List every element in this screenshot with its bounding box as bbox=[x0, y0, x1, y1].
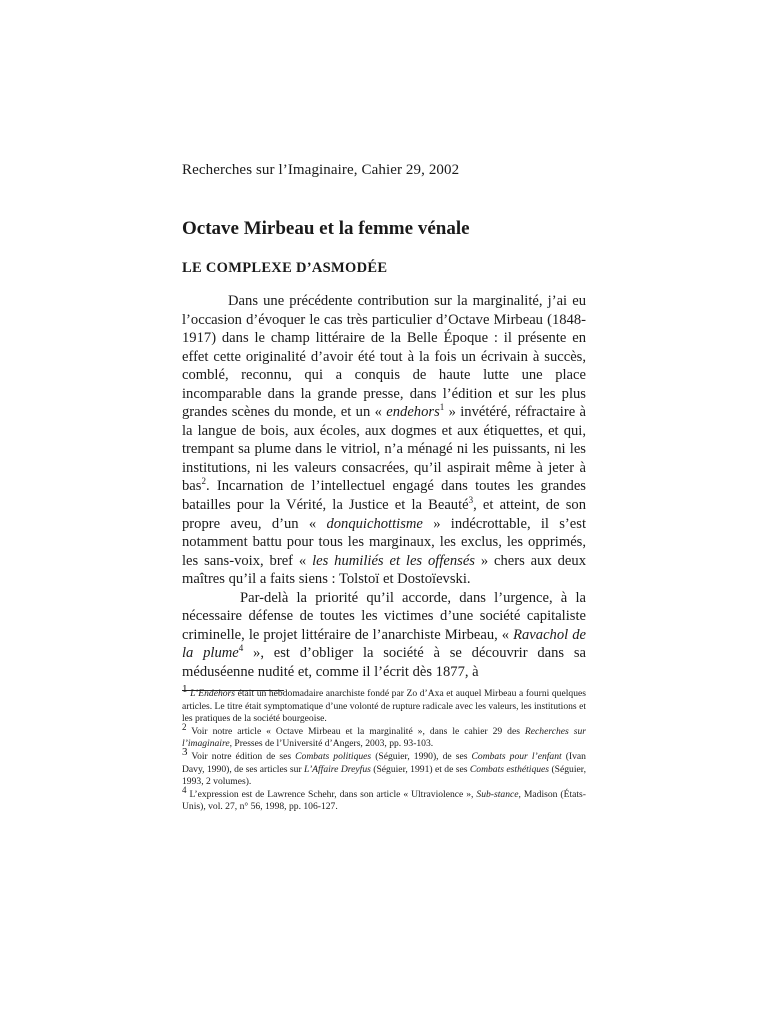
footnote bbox=[182, 721, 586, 751]
footnote bbox=[182, 745, 586, 789]
text-run: . Incarnation de l’intellectuel engagé dans toutes les grandes batailles pour la Vérité, la Justice et la Beauté bbox=[182, 478, 586, 514]
italic-term: donquichottisme bbox=[326, 515, 423, 532]
footnote-text: L’expression est de Lawrence Schehr, dans son article « Ultraviolence », bbox=[189, 788, 477, 800]
footnote-text: , Presses de l’Université d’Angers, 2003, pp. 93-103. bbox=[229, 738, 434, 750]
footnote-text: (Séguier, 1990), de ses bbox=[371, 750, 472, 762]
text-run: , et atteint, de son propre aveu, d’un « bbox=[182, 497, 586, 532]
footnote-text: , Madison (États-Unis), vol. 27, n° 56, 1998, pp. 106-127. bbox=[182, 788, 586, 813]
footnote bbox=[182, 784, 586, 814]
italic-term: endehors bbox=[386, 404, 440, 421]
italic-term: Sub-stance bbox=[476, 788, 519, 800]
footnote-number: 3 bbox=[182, 745, 188, 758]
footnote-number: 1 bbox=[182, 682, 188, 695]
footnote-ref: 1 bbox=[439, 402, 445, 413]
paragraph bbox=[182, 589, 586, 682]
italic-term: les humiliés et les offensés bbox=[312, 552, 475, 569]
italic-term: Ravachol de la plume bbox=[182, 626, 586, 662]
footnote-number: 2 bbox=[182, 721, 187, 732]
italic-term: Recherches sur l’imaginaire bbox=[182, 725, 586, 750]
journal-header: Recherches sur l’Imaginaire, Cahier 29, 2002 bbox=[182, 162, 460, 178]
section-heading: LE COMPLEXE D’ASMODÉE bbox=[182, 260, 388, 276]
italic-term: L’Affaire Dreyfus bbox=[303, 763, 371, 775]
footnote-text: (Séguier, 1991) et de ses bbox=[370, 763, 470, 775]
text-run: », est d’obliger la société à se découvrir dans sa méduséenne nudité et, comme il l’écrit dès 1877, à bbox=[182, 645, 586, 680]
footnote-text: était un hebdomadaire anarchiste fondé par Zo d’Axa et auquel Mirbeau a fourni quelques articles. Le titre était symptomatique d’une volonté de rupture radicale avec les valeurs, les institutions et les pratiques de la société bourgeoise. bbox=[182, 688, 586, 725]
footnote-ref: 3 bbox=[468, 495, 474, 506]
italic-term: Combats pour l’enfant bbox=[471, 750, 562, 762]
text-run: » chers aux deux maîtres qu’il a faits siens : Tolstoï et Dostoïevski. bbox=[182, 552, 586, 588]
text-run: » invétéré, réfractaire à la langue de bois, aux écoles, aux dogmes et aux étiquettes, et qui, trempant sa plume dans le vitriol, n’a ménagé ni les puissants, ni les institutions, ni les valeurs consacrées, qu’il aspirait même à jeter à bas bbox=[182, 404, 586, 495]
italic-term: Combats politiques bbox=[295, 750, 372, 762]
article-body bbox=[182, 292, 586, 681]
footnote-number: 4 bbox=[182, 784, 187, 795]
italic-term: Combats esthétiques bbox=[469, 763, 550, 775]
text-run: » indécrottable, il s’est notamment battu pour tous les marginaux, les exclus, les opprimés, les sans-voix, bref « bbox=[182, 515, 586, 569]
italic-term: L’Endehors bbox=[190, 688, 236, 699]
footnote-text: (Ivan Davy, 1990), de ses articles sur bbox=[182, 750, 586, 775]
paragraph bbox=[182, 292, 586, 589]
footnote-text: Voir notre édition de ses bbox=[191, 750, 296, 762]
footnote bbox=[182, 682, 586, 726]
footnote-text: (Séguier, 1993, 2 volumes). bbox=[182, 763, 586, 788]
text-run: Dans une précédente contribution sur la marginalité, j’ai eu l’occasion d’évoquer le cas très particulier d’Octave Mirbeau (1848-1917) dans le champ littéraire de la Belle Époque : il présente en effet cette originalité d’avoir été tout à la fois un écrivain à succès, comblé, reconnu, qui a conquis de haute lutte une place incomparable dans la grande presse, dans l’édition et sur les plus grandes scènes du monde, et un « bbox=[182, 293, 586, 421]
footnote-ref: 4 bbox=[238, 643, 244, 654]
text-run: Par-delà la priorité qu’il accorde, dans l’urgence, à la nécessaire défense de toutes les victimes d’une société capitaliste criminelle, le projet littéraire de l’anarchiste Mirbeau, « bbox=[182, 589, 586, 643]
footnote-text: Voir notre article « Octave Mirbeau et la marginalité », dans le cahier 29 des bbox=[191, 725, 525, 737]
footnote-ref: 2 bbox=[201, 476, 206, 487]
article-title: Octave Mirbeau et la femme vénale bbox=[182, 218, 470, 239]
footnotes bbox=[182, 682, 586, 814]
